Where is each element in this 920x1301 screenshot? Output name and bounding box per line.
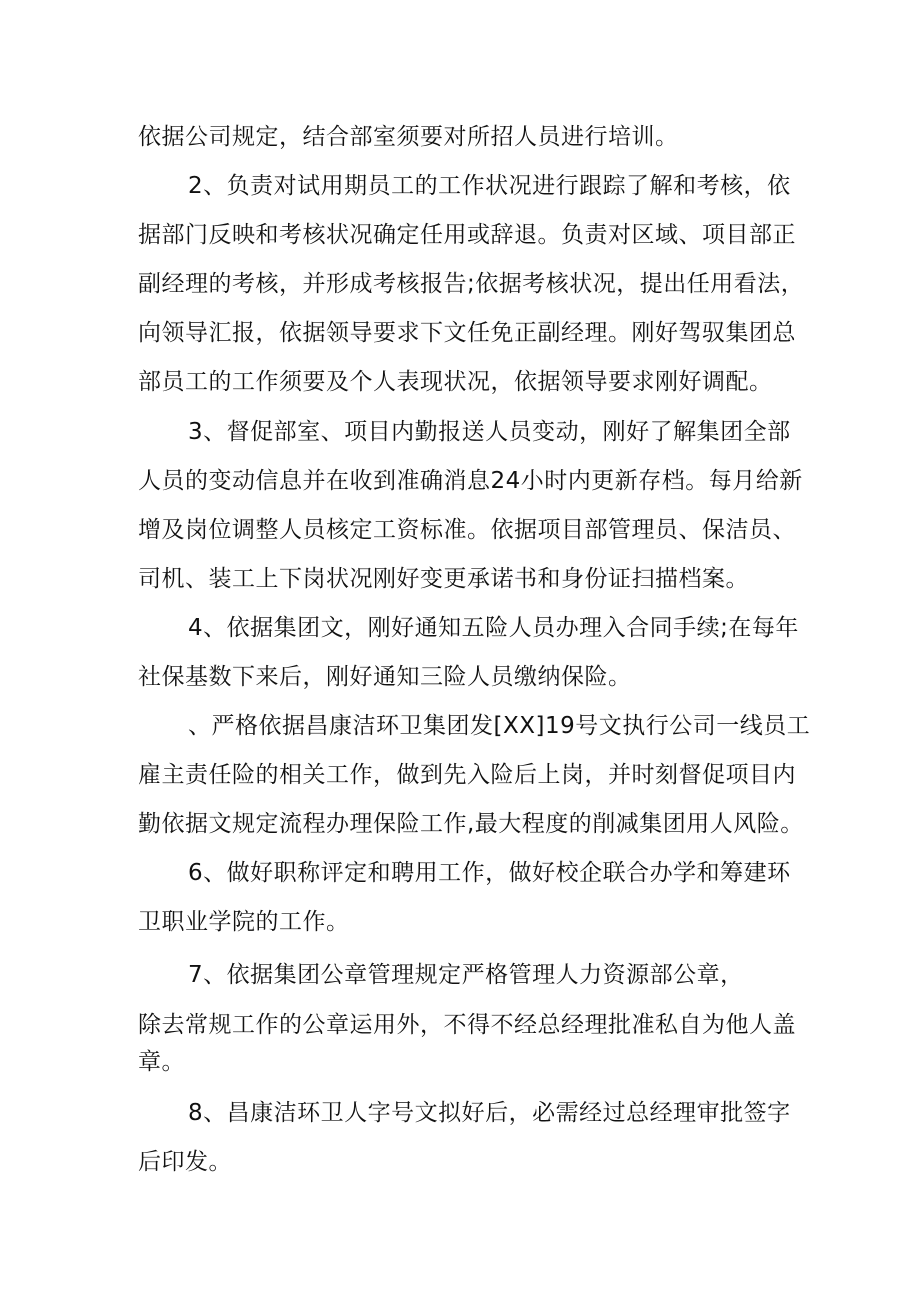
text-line: 4、依据集团文，刚好通知五险人员办理入合同手续;在每年 (188, 615, 799, 641)
text-line: 、严格依据昌康洁环卫集团发[XX]19号文执行公司一线员工 (188, 713, 811, 739)
text-line: 勤依据文规定流程办理保险工作,最大程度的削减集团用人风险。 (138, 811, 804, 837)
text-line: 雇主责任险的相关工作，做到先入险后上岗，并时刻督促项目内 (138, 762, 796, 788)
text-line: 章。 (138, 1049, 185, 1075)
text-line: 依据公司规定，结合部室须要对所招人员进行培训。 (138, 124, 679, 150)
text-line: 除去常规工作的公章运用外，不得不经总经理批准私自为他人盖 (138, 1012, 796, 1038)
text-line: 向领导汇报，依据领导要求下文任免正副经理。刚好驾驭集团总 (138, 320, 796, 346)
text-line: 卫职业学院的工作。 (138, 909, 350, 935)
text-line: 社保基数下来后，刚好通知三险人员缴纳保险。 (138, 664, 632, 690)
text-line: 副经理的考核，并形成考核报告;依据考核状况，提出任用看法， (138, 271, 805, 297)
text-line: 人员的变动信息并在收到准确消息24小时内更新存档。每月给新 (138, 468, 803, 494)
text-line: 8、昌康洁环卫人字号文拟好后，必需经过总经理审批签字 (188, 1100, 791, 1126)
text-line: 部员工的工作须要及个人表现状况，依据领导要求刚好调配。 (138, 369, 773, 395)
text-line: 司机、装工上下岗状况刚好变更承诺书和身份证扫描档案。 (138, 566, 749, 592)
text-line: 2、负责对试用期员工的工作状况进行跟踪了解和考核，依 (188, 173, 791, 199)
text-line: 3、督促部室、项目内勤报送人员变动，刚好了解集团全部 (188, 419, 791, 445)
text-line: 增及岗位调整人员核定工资标准。依据项目部管理员、保洁员、 (138, 517, 796, 543)
text-line: 后印发。 (138, 1149, 232, 1175)
text-line: 6、做好职称评定和聘用工作，做好校企联合办学和筹建环 (188, 860, 791, 886)
text-line: 据部门反映和考核状况确定任用或辞退。负责对区域、项目部正 (138, 222, 796, 248)
text-line: 7、依据集团公章管理规定严格管理人力资源部公章， (188, 962, 744, 988)
